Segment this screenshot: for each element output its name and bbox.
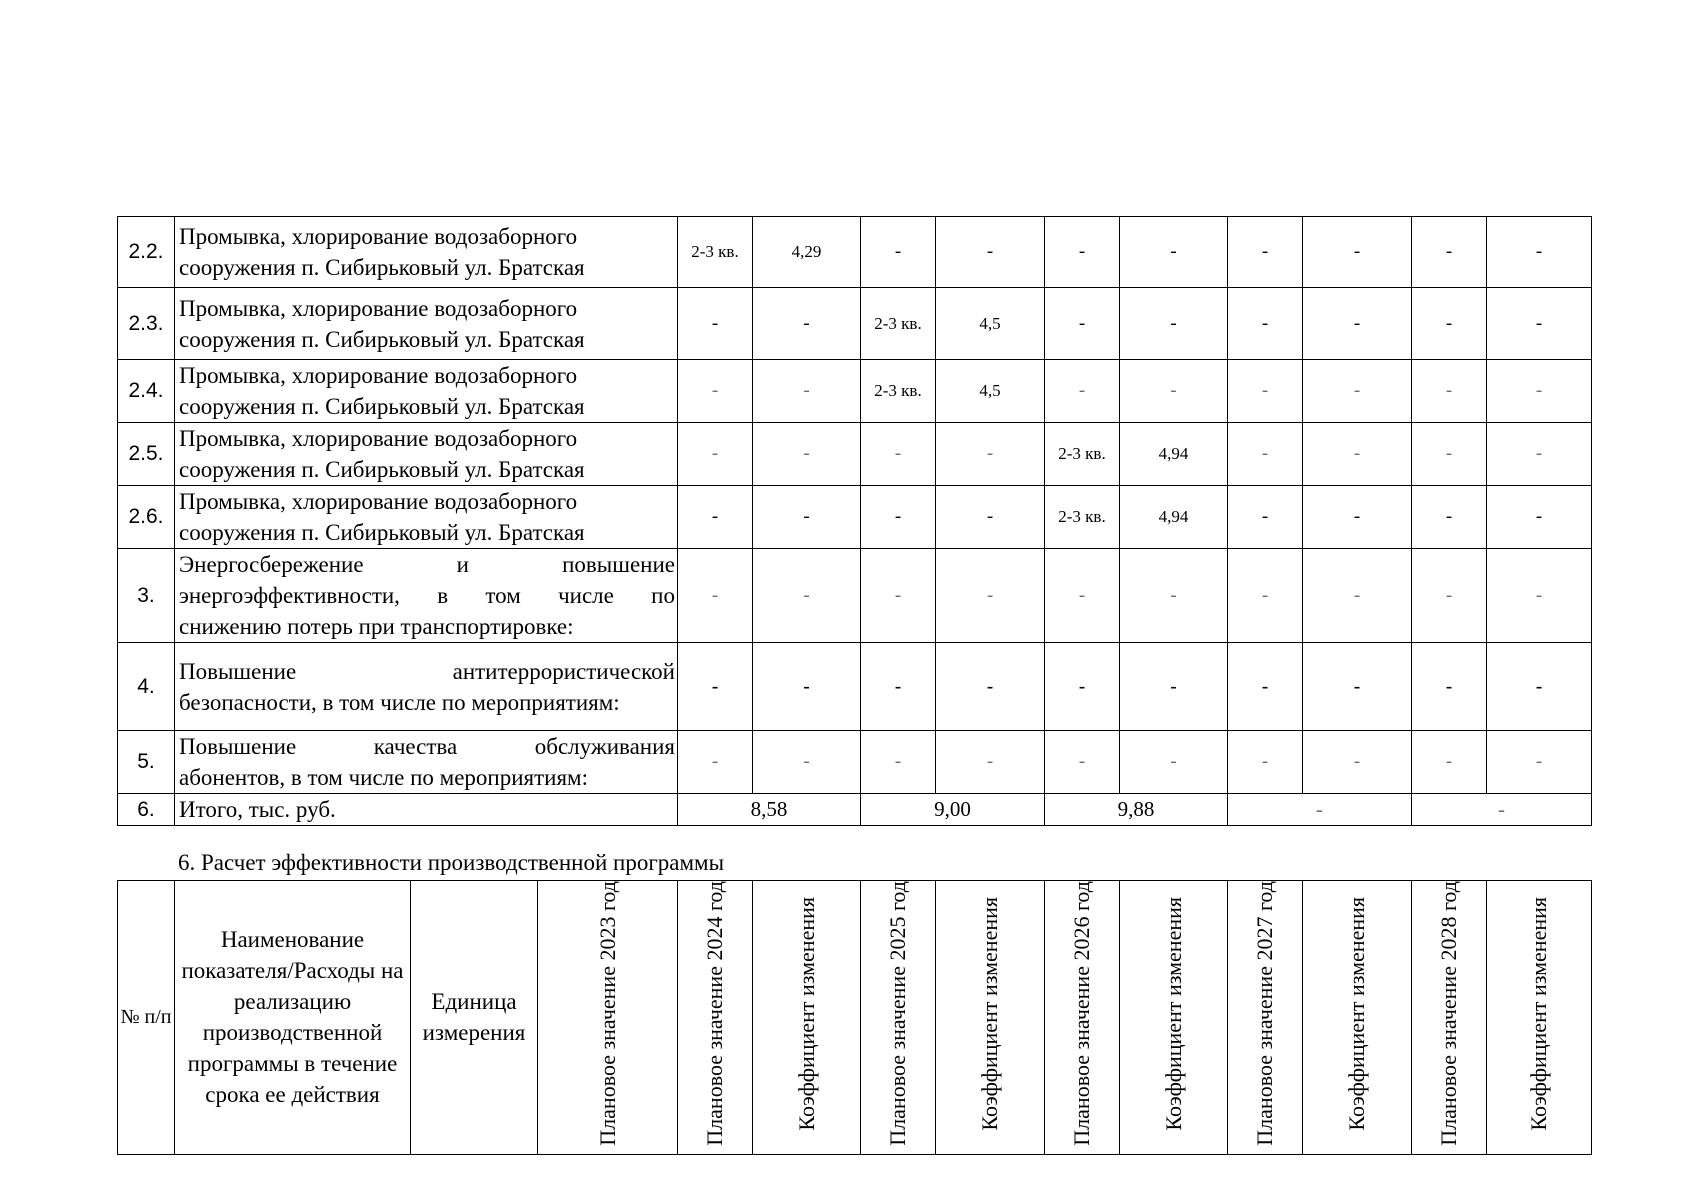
cell: -	[936, 486, 1045, 549]
row-number: 2.6.	[118, 486, 175, 549]
section-caption: 6. Расчет эффективности производственной программы	[178, 850, 725, 875]
cell: -	[1487, 486, 1592, 549]
cell: -	[678, 288, 753, 360]
row-name	[175, 731, 678, 794]
cell: -	[678, 731, 753, 794]
cell: -	[1228, 731, 1303, 794]
cell: 2-3 кв.	[861, 288, 936, 360]
total-value: -	[1412, 794, 1592, 826]
cell: -	[936, 217, 1045, 288]
cell: -	[1045, 549, 1120, 643]
efficiency-table	[117, 880, 1592, 1155]
total-value: -	[1228, 794, 1412, 826]
cell: -	[753, 731, 861, 794]
header-plan-2024	[678, 881, 753, 1155]
header-plan-2025	[861, 881, 936, 1155]
table-row	[118, 643, 1592, 731]
header-plan-2023-text: Плановое значение 2023 год	[594, 881, 620, 1146]
row-name-main: Повышение качества обслуживания	[179, 734, 675, 759]
cell: -	[1303, 423, 1412, 486]
cell: -	[753, 423, 861, 486]
header-plan-2028-text: Плановое значение 2028 год	[1436, 881, 1461, 1146]
cell: -	[753, 549, 861, 643]
cell: -	[1045, 288, 1120, 360]
cell: 2-3 кв.	[861, 360, 936, 423]
header-plan-2028	[1412, 881, 1487, 1155]
header-coef-text: Коэффициент изменения	[1344, 896, 1369, 1131]
row-name-last: безопасности, в том числе по мероприятиям:	[179, 689, 620, 715]
cell: -	[678, 360, 753, 423]
header-coef	[936, 881, 1045, 1155]
cell: -	[1487, 360, 1592, 423]
cell: -	[1412, 549, 1487, 643]
cell: -	[1412, 643, 1487, 731]
header-coef	[1487, 881, 1592, 1155]
cell: -	[1487, 549, 1592, 643]
header-plan-2023	[538, 881, 678, 1155]
cell: -	[1228, 643, 1303, 731]
table-row	[118, 486, 1592, 549]
row-number: 2.2.	[118, 217, 175, 288]
cell: -	[1120, 731, 1228, 794]
cell: -	[861, 731, 936, 794]
cell: 2-3 кв.	[1045, 486, 1120, 549]
total-row	[118, 794, 1592, 826]
cell: -	[1487, 423, 1592, 486]
cell: -	[753, 288, 861, 360]
row-name: Промывка, хлорирование водозаборного сооружения п. Сибирьковый ул. Братская	[175, 288, 678, 360]
header-plan-2026	[1045, 881, 1120, 1155]
header-plan-2024-text: Плановое значение 2024 год	[702, 881, 727, 1146]
cell: -	[1120, 360, 1228, 423]
cell: -	[1412, 288, 1487, 360]
header-plan-2027	[1228, 881, 1303, 1155]
cell: -	[678, 549, 753, 643]
cell: -	[1412, 360, 1487, 423]
cell: -	[1487, 643, 1592, 731]
cell: -	[1303, 217, 1412, 288]
cell: 4,5	[936, 288, 1045, 360]
cell: -	[1045, 731, 1120, 794]
cell: -	[1303, 549, 1412, 643]
cell: -	[1303, 288, 1412, 360]
cell: -	[1303, 360, 1412, 423]
cell: -	[1228, 423, 1303, 486]
total-value: 9,00	[861, 794, 1045, 826]
cell: -	[1412, 217, 1487, 288]
cell: -	[753, 360, 861, 423]
row-name: Промывка, хлорирование водозаборного сооружения п. Сибирьковый ул. Братская	[175, 423, 678, 486]
cell: 4,94	[1120, 486, 1228, 549]
cell: -	[1303, 486, 1412, 549]
table-row	[118, 549, 1592, 643]
cell: -	[861, 217, 936, 288]
cell: -	[1045, 643, 1120, 731]
cell: -	[936, 731, 1045, 794]
cell: -	[1120, 549, 1228, 643]
cell: -	[1412, 486, 1487, 549]
header-plan-2025-text: Плановое значение 2025 год	[885, 881, 910, 1146]
cell: -	[1487, 288, 1592, 360]
table-row	[118, 217, 1592, 288]
cell: 4,29	[753, 217, 861, 288]
cell: -	[1228, 360, 1303, 423]
header-coef	[1303, 881, 1412, 1155]
row-name-main: Энергосбережение и повышение энергоэффективности, в том числе по	[179, 552, 675, 608]
cell: -	[1303, 643, 1412, 731]
cell: -	[1120, 288, 1228, 360]
row-name-last: снижению потерь при транспортировке:	[179, 614, 574, 639]
activities-table	[117, 216, 1592, 826]
header-coef-text: Коэффициент изменения	[793, 896, 819, 1131]
header-plan-2027-text: Плановое значение 2027 год	[1252, 881, 1277, 1146]
cell: -	[1303, 731, 1412, 794]
cell: -	[1487, 731, 1592, 794]
row-name-last: абонентов, в том числе по мероприятиям:	[179, 765, 588, 790]
cell: -	[678, 423, 753, 486]
row-name: Промывка, хлорирование водозаборного сооружения п. Сибирьковый ул. Братская	[175, 217, 678, 288]
row-name: Итого, тыс. руб.	[175, 794, 678, 826]
total-value: 8,58	[678, 794, 861, 826]
row-name-main: Повышение антитеррористической	[179, 658, 675, 684]
row-number: 3.	[118, 549, 175, 643]
cell: -	[678, 643, 753, 731]
header-num: № п/п	[118, 881, 175, 1155]
header-coef	[1120, 881, 1228, 1155]
cell: -	[936, 549, 1045, 643]
table-row	[118, 360, 1592, 423]
cell: -	[1412, 731, 1487, 794]
cell: -	[861, 549, 936, 643]
cell: -	[1120, 643, 1228, 731]
cell: -	[1228, 288, 1303, 360]
header-coef-text: Коэффициент изменения	[1160, 896, 1186, 1131]
cell: -	[861, 643, 936, 731]
cell: 4,5	[936, 360, 1045, 423]
header-row	[118, 881, 1592, 1155]
row-number: 4.	[118, 643, 175, 731]
cell: 2-3 кв.	[1045, 423, 1120, 486]
row-number: 6.	[118, 794, 175, 826]
cell: 2-3 кв.	[678, 217, 753, 288]
row-name: Промывка, хлорирование водозаборного сооружения п. Сибирьковый ул. Братская	[175, 486, 678, 549]
cell: -	[1412, 423, 1487, 486]
cell: -	[678, 486, 753, 549]
cell: -	[1487, 217, 1592, 288]
header-coef-text: Коэффициент изменения	[977, 896, 1002, 1131]
table-row	[118, 423, 1592, 486]
cell: -	[753, 643, 861, 731]
cell: -	[753, 486, 861, 549]
header-coef-text: Коэффициент изменения	[1526, 896, 1551, 1131]
row-name	[175, 549, 678, 643]
row-name: Промывка, хлорирование водозаборного сооружения п. Сибирьковый ул. Братская	[175, 360, 678, 423]
header-name: Наименование показателя/Расходы на реализацию производственной программы в течение срока ее действия	[175, 881, 411, 1155]
table-row	[118, 731, 1592, 794]
cell: 4,94	[1120, 423, 1228, 486]
cell: -	[936, 643, 1045, 731]
cell: -	[1228, 486, 1303, 549]
table-row	[118, 288, 1592, 360]
cell: -	[1045, 217, 1120, 288]
cell: -	[1228, 549, 1303, 643]
cell: -	[1045, 360, 1120, 423]
row-number: 2.5.	[118, 423, 175, 486]
cell: -	[1228, 217, 1303, 288]
header-unit: Единица измерения	[411, 881, 538, 1155]
row-number: 2.3.	[118, 288, 175, 360]
header-plan-2026-text: Плановое значение 2026 год	[1069, 881, 1094, 1146]
row-name	[175, 643, 678, 731]
cell: -	[1120, 217, 1228, 288]
cell: -	[936, 423, 1045, 486]
cell: -	[861, 486, 936, 549]
cell: -	[861, 423, 936, 486]
header-coef	[753, 881, 861, 1155]
total-value: 9,88	[1045, 794, 1228, 826]
row-number: 5.	[118, 731, 175, 794]
row-number: 2.4.	[118, 360, 175, 423]
